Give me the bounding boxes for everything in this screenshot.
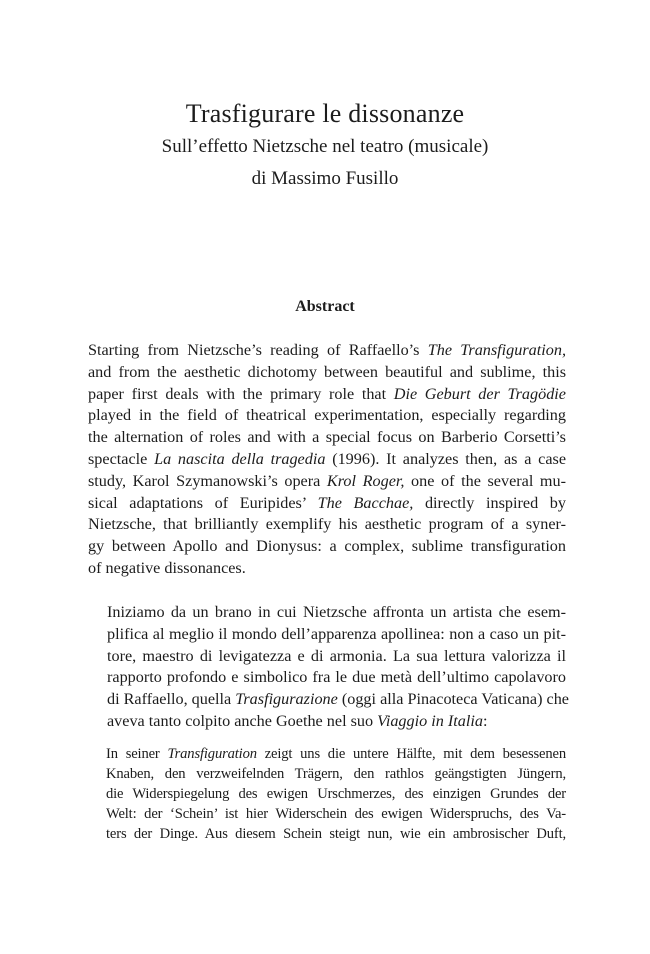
text-run: sical adaptations of Euripides’ [88,493,318,512]
text-line [88,493,566,515]
paper-title: Trasfigurare le dissonanze [185,99,465,128]
text-line [88,689,569,711]
text-line [106,744,566,764]
italic-text-run: Viaggio in Italia [377,711,483,730]
text-run: ters der Dinge. Aus diesem Schein steigt nun, wie ein ambrosischer Duft, [106,826,566,842]
text-run: zeigt uns die untere Hälfte, mit dem besessenen [256,746,566,762]
italic-text-run: The Bacchae, [317,493,414,512]
paper-author: di Massimo Fusillo [251,168,399,189]
text-run: one of the several mu- [404,471,567,490]
text-line [88,514,566,536]
text-line [88,405,566,427]
text-run: rapporto profondo e simbolico fra le due metà dell’ultimo capolavoro [107,668,566,687]
text-line [106,804,566,824]
text-run: Knaben, den verzweifelnden Trägern, den rathlos geängstigten Jüngern, [106,766,566,782]
text-line [88,602,566,624]
text-line [88,624,566,646]
text-run: gy between Apollo and Dionysus: a complex, sublime transfiguration [88,537,566,556]
abstract-heading: Abstract [295,298,355,315]
text-run: paper first deals with the primary role that [88,384,394,403]
text-line [88,427,566,449]
text-line [106,764,566,784]
text-run: study, Karol Szymanowski’s opera [88,471,327,490]
text-run: Starting from Nietzsche’s reading of Raffaello’s [88,341,428,359]
text-line [88,667,566,689]
italic-text-run: Die Geburt der Tragödie [393,384,566,403]
abstract-text [88,340,566,580]
italic-text-run: The Transfiguration, [427,341,566,359]
body-paragraph [88,602,569,733]
text-run: plifica al meglio il mondo dell’apparenza apollinea: non a caso un pit- [107,624,566,643]
text-run: aveva tanto colpito anche Goethe nel suo [107,711,378,730]
text-run: tore, maestro di levigatezza e di armonia. La sua lettura valorizza il [107,646,566,665]
block-quote [106,744,566,844]
paper-subtitle: Sull’effetto Nietzsche nel teatro (musicale) [161,136,489,157]
text-line [106,784,566,804]
text-run: the alternation of roles and with a special focus on Barberio Corsetti’s [88,428,566,447]
text-line [88,711,566,733]
text-run: Nietzsche, that brilliantly exemplify his aesthetic program of a syner- [88,515,566,534]
text-line [88,558,566,580]
italic-text-run: La nascita della tragedia [154,449,326,468]
text-run: di Raffaello, quella [107,690,236,709]
text-run: spectacle [88,449,155,468]
text-run: : [482,711,488,730]
text-line [88,536,566,558]
text-line [88,449,566,471]
text-line [88,362,566,384]
italic-text-run: Transfiguration [167,746,257,762]
text-run: of negative dissonances. [88,558,246,577]
text-run: (1996). It analyzes then, as a case [325,449,567,468]
text-run: die Widerspiegelung des ewigen Urschmerzes, des einzigen Grundes der [106,786,566,802]
text-line [88,646,566,668]
italic-text-run: Trasfigurazione [235,690,338,709]
text-run: Iniziamo da un brano in cui Nietzsche affronta un artista che esem- [107,603,566,621]
text-line [106,824,566,844]
text-line [88,340,566,362]
text-line [88,471,566,493]
text-run: Welt: der ‘Schein’ ist hier Widerschein des ewigen Widerspruchs, des Va- [106,806,566,822]
text-run: directly inspired by [413,493,566,512]
text-run: played in the field of theatrical experimentation, especially regarding [88,406,566,425]
text-run: (oggi alla Pinacoteca Vaticana) che [337,690,569,709]
text-run: In seiner [106,746,168,762]
text-run: and from the aesthetic dichotomy between beautiful and sublime, this [88,362,566,381]
italic-text-run: Krol Roger, [326,471,405,490]
text-line [88,384,566,406]
